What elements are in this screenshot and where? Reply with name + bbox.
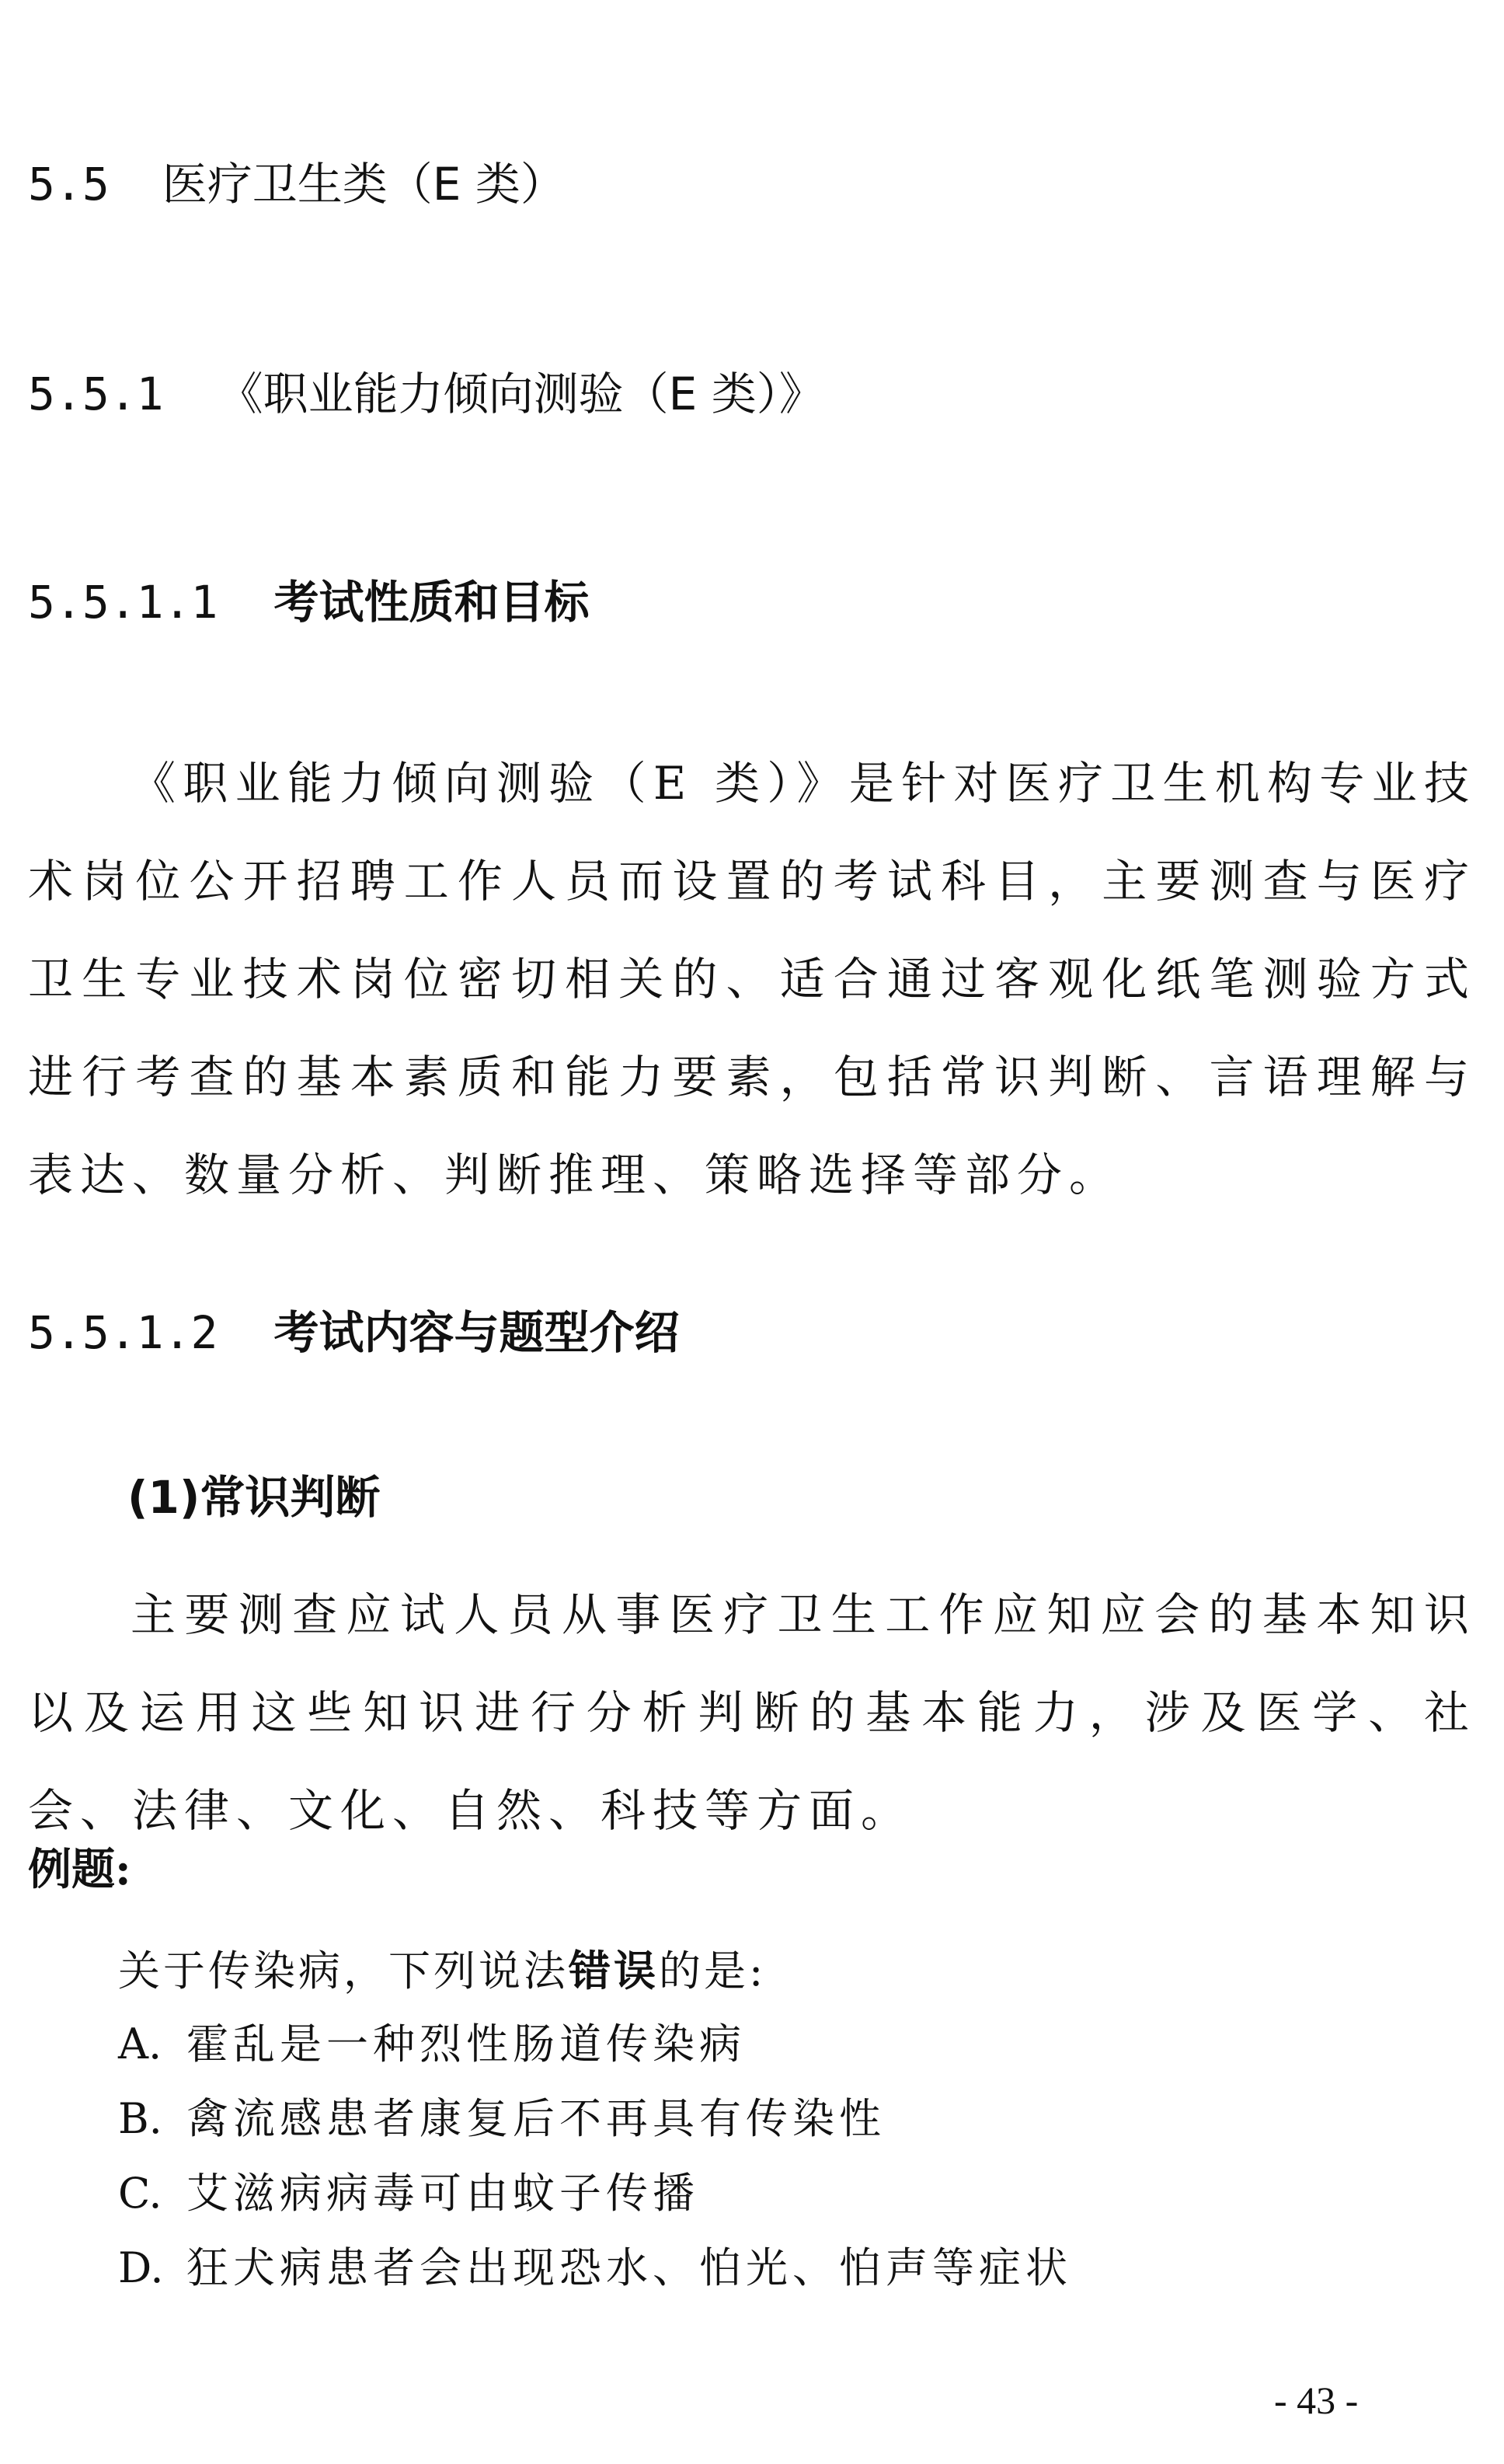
option-b	[118, 2086, 886, 2145]
subsection-heading	[28, 357, 824, 423]
option-d	[118, 2235, 1072, 2295]
section-heading	[28, 148, 566, 213]
content-heading-title: 考试内容与题型介绍	[273, 1306, 680, 1359]
option-a	[118, 2011, 746, 2071]
nature-paragraph: 《职业能力倾向测验（E 类）》是针对医疗卫生机构专业技术岗位公开招聘工作人员而设置的考试科目，主要测查与医疗卫生专业技术岗位密切相关的、适合通过客观化纸笔测验方式进行考查的基本素质和能力要素，包括常识判断、言语理解与表达、数量分析、判断推理、策略选择等部分。	[28, 757, 1476, 1201]
option-text: 艾滋病病毒可由蚊子传播	[186, 2169, 699, 2218]
question-emphasis: 错误	[569, 1946, 659, 1995]
part1-heading: (1)常识判断	[127, 1471, 381, 1524]
content-heading-number: 5.5.1.2	[28, 1306, 218, 1359]
subsection-title: 《职业能力倾向测验（E 类）》	[218, 368, 824, 420]
part1-paragraph: 主要测查应试人员从事医疗卫生工作应知应会的基本知识以及运用这些知识进行分析判断的基本能力，涉及医学、社会、法律、文化、自然、科技等方面。	[28, 1588, 1476, 1837]
example-question	[118, 1938, 766, 1998]
option-label: C.	[118, 2169, 162, 2218]
subsection-number: 5.5.1	[28, 368, 164, 420]
option-label: D.	[118, 2243, 164, 2292]
option-text: 霍乱是一种烈性肠道传染病	[186, 2020, 746, 2068]
option-text: 禽流感患者康复后不再具有传染性	[186, 2094, 886, 2143]
nature-heading-number: 5.5.1.1	[28, 576, 218, 629]
section-number: 5.5	[28, 158, 110, 211]
question-text-before: 关于传染病，下列说法	[118, 1946, 569, 1995]
nature-heading	[28, 566, 589, 631]
option-text: 狂犬病患者会出现恐水、怕光、怕声等症状	[186, 2243, 1072, 2292]
question-text-after: 的是:	[659, 1946, 767, 1995]
content-heading	[28, 1296, 679, 1361]
option-c	[118, 2160, 699, 2220]
section-title: 医疗卫生类（E 类）	[162, 158, 566, 211]
option-label: A.	[118, 2020, 162, 2068]
example-label: 例题:	[28, 1844, 131, 1895]
page-number: - 43 -	[1274, 2379, 1359, 2422]
option-label: B.	[118, 2094, 162, 2143]
nature-heading-title: 考试性质和目标	[273, 576, 590, 629]
